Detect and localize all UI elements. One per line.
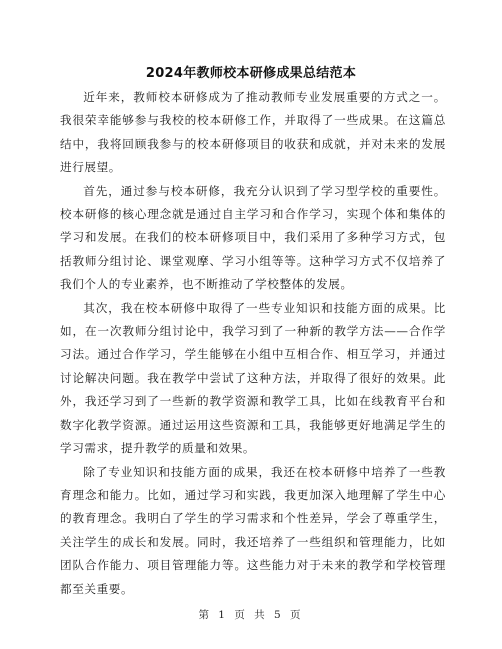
- paragraph-intro: 近年来，教师校本研修成为了推动教师专业发展重要的方式之一。我很荣幸能够参与我校的校本研修工作，并取得了一些成果。在这篇总结中，我将回顾我参与的校本研修项目的收获和成就，并对未来的发展进行展望。: [60, 90, 446, 175]
- paragraph-third: 除了专业知识和技能方面的成果，我还在校本研修中培养了一些教育理念和能力。比如，通过学习和实践，我更加深入地理解了学生中心的教育理念。我明白了学生的学习需求和个性差异，学会了尊重学生，关注学生的成长和发展。同时，我还培养了一些组织和管理能力，比如团队合作能力、项目管理能力等。这些能力对于未来的教学和学校管理都至关重要。: [60, 464, 446, 596]
- page-footer: [0, 607, 502, 622]
- page-number: 第 1 页 共 5 页: [198, 609, 304, 621]
- document-body: [60, 86, 446, 601]
- paragraph-second: 其次，我在校本研修中取得了一些专业知识和技能方面的成果。比如，在一次教师分组讨论中，我学习到了一种新的教学方法——合作学习法。通过合作学习，学生能够在小组中互相合作、相互学习，并通过讨论解决问题。我在教学中尝试了这种方法，并取得了很好的效果。此外，我还学习到了一些新的教学资源和教学工具，比如在线教育平台和数字化教学资源。通过运用这些资源和工具，我能够更好地满足学生的学习需求，提升教学的质量和效果。: [60, 300, 446, 456]
- document-title: 2024年教师校本研修成果总结范本: [145, 66, 357, 81]
- paragraph-first: 首先，通过参与校本研修，我充分认识到了学习型学校的重要性。校本研修的核心理念就是通过自主学习和合作学习，实现个体和集体的学习和发展。在我们的校本研修项目中，我们采用了多种学习方式，包括教师分组讨论、课堂观摩、学习小组等等。这种学习方式不仅培养了我们个人的专业素养，也不断推动了学校整体的发展。: [60, 183, 446, 292]
